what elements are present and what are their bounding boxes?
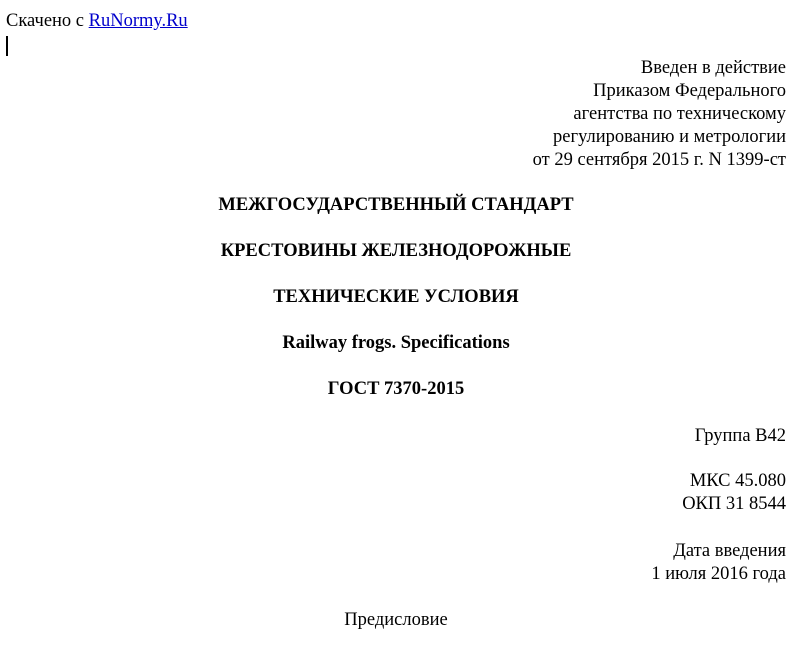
enactment-line-2: Приказом Федерального: [593, 81, 786, 101]
standard-title: КРЕСТОВИНЫ ЖЕЛЕЗНОДОРОЖНЫЕ: [220, 241, 572, 261]
text-cursor: [6, 36, 8, 56]
download-source-prefix: Скачено с: [6, 11, 89, 31]
enactment-line-5: от 29 сентября 2015 г. N 1399-ст: [532, 150, 786, 170]
introduction-label: Дата введения: [673, 541, 786, 561]
standard-subtitle: ТЕХНИЧЕСКИЕ УСЛОВИЯ: [273, 287, 519, 307]
enactment-line-3: агентства по техническому: [573, 104, 786, 124]
download-source-line: [6, 10, 188, 33]
okp-code: ОКП 31 8544: [682, 494, 786, 514]
standard-code: ГОСТ 7370-2015: [327, 379, 465, 399]
enactment-line-4: регулированию и метрологии: [553, 127, 786, 147]
introduction-date: 1 июля 2016 года: [651, 564, 786, 584]
enactment-line-1: Введен в действие: [640, 58, 786, 78]
mks-code: МКС 45.080: [689, 471, 786, 491]
standard-title-english: Railway frogs. Specifications: [282, 333, 510, 353]
runormy-link[interactable]: RuNormy.Ru: [88, 11, 188, 31]
foreword-heading: Предисловие: [344, 610, 448, 630]
group-code: Группа В42: [694, 426, 786, 446]
standard-kind-heading: МЕЖГОСУДАРСТВЕННЫЙ СТАНДАРТ: [218, 195, 574, 215]
